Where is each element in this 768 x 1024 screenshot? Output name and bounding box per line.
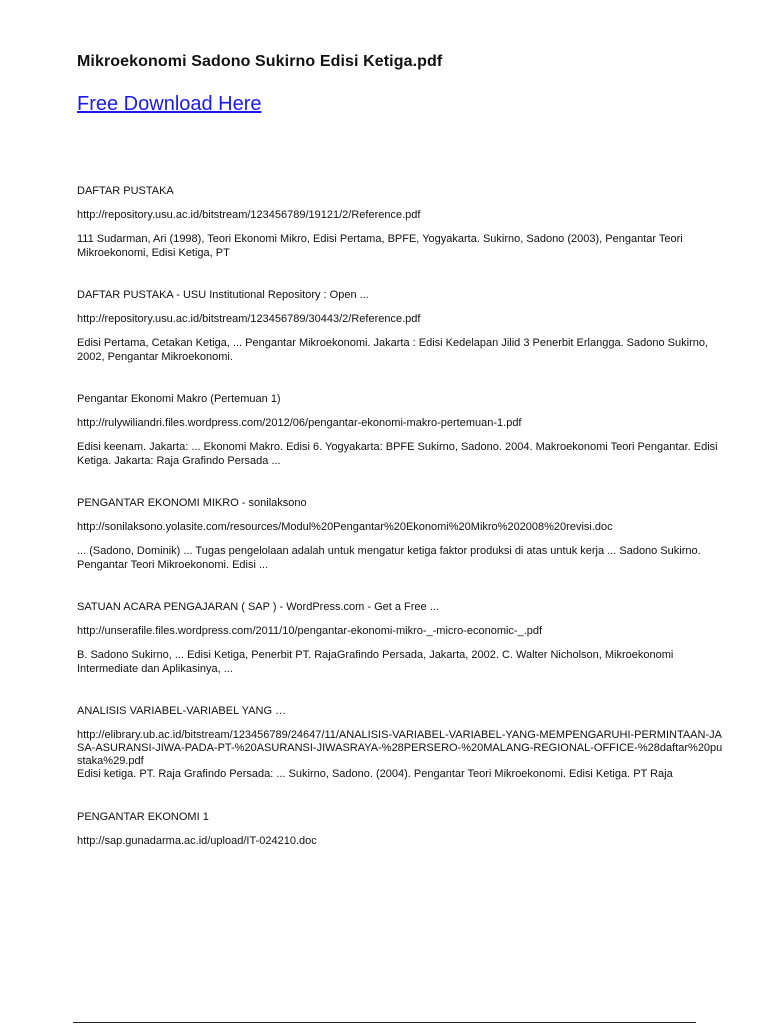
result-title: ANALISIS VARIABEL-VARIABEL YANG …	[77, 705, 287, 717]
result-snippet: Edisi ketiga. PT. Raja Grafindo Persada: ... Sukirno, Sadono. (2004). Pengantar Teori Mikroekonomi. Edisi Ketiga. PT Raja	[77, 768, 673, 780]
result-url: http://unserafile.files.wordpress.com/2011/10/pengantar-ekonomi-mikro-_-micro-economic-_.pdf	[77, 625, 543, 637]
footer-divider	[73, 1022, 696, 1023]
document-page	[77, 52, 727, 876]
result-url: http://elibrary.ub.ac.id/bitstream/123456789/24647/11/ANALISIS-VARIABEL-VARIABEL-YANG-MEMPENGARUHI-PERMINTAAN-JASA-ASURANSI-JIWA-PADA-PT-%20ASURANSI-JIWASRAYA-%28PERSERO-%20MALANG-REGIONAL-OFFICE-%28daftar%20pustaka%29.pdf	[77, 729, 723, 767]
result-title: PENGANTAR EKONOMI MIKRO - sonilaksono	[77, 497, 307, 509]
list-item	[77, 600, 727, 676]
result-snippet: Edisi keenam. Jakarta: ... Ekonomi Makro. Edisi 6. Yogyakarta: BPFE Sukirno, Sadono. 2004. Makroekonomi Teori Pengantar. Edisi Ketiga. Jakarta: Raja Grafindo Persada ...	[77, 441, 718, 467]
result-url: http://sonilaksono.yolasite.com/resources/Modul%20Pengantar%20Ekonomi%20Mikro%202008%20revisi.doc	[77, 521, 613, 533]
result-title: DAFTAR PUSTAKA - USU Institutional Repository : Open ...	[77, 289, 369, 301]
list-item	[77, 704, 727, 782]
result-url: http://rulywiliandri.files.wordpress.com/2012/06/pengantar-ekonomi-makro-pertemuan-1.pdf	[77, 417, 522, 429]
result-url: http://sap.gunadarma.ac.id/upload/IT-024210.doc	[77, 834, 317, 847]
document-title: Mikroekonomi Sadono Sukirno Edisi Ketiga.pdf	[77, 53, 443, 70]
result-title: SATUAN ACARA PENGAJARAN ( SAP ) - WordPress.com - Get a Free ...	[77, 601, 439, 613]
result-title: PENGANTAR EKONOMI 1	[77, 810, 209, 823]
list-item	[77, 810, 727, 848]
list-item	[77, 392, 727, 468]
result-snippet: B. Sadono Sukirno, ... Edisi Ketiga, Penerbit PT. RajaGrafindo Persada, Jakarta, 2002. C. Walter Nicholson, Mikroekonomi Intermediate dan Aplikasinya, ...	[77, 649, 674, 675]
results-list	[77, 184, 727, 848]
result-snippet: 111 Sudarman, Ari (1998), Teori Ekonomi Mikro, Edisi Pertama, BPFE, Yogyakarta. Sukirno, Sadono (2003), Pengantar Teori Mikroekonomi, Edisi Ketiga, PT	[77, 233, 683, 259]
result-url: http://repository.usu.ac.id/bitstream/123456789/30443/2/Reference.pdf	[77, 313, 421, 325]
result-snippet: Edisi Pertama, Cetakan Ketiga, ... Pengantar Mikroekonomi. Jakarta : Edisi Kedelapan Jilid 3 Penerbit Erlangga. Sadono Sukirno, 2002, Pengantar Mikroekonomi.	[77, 337, 709, 363]
list-item	[77, 184, 727, 260]
result-title: Pengantar Ekonomi Makro (Pertemuan 1)	[77, 393, 281, 405]
list-item	[77, 288, 727, 364]
free-download-link[interactable]: Free Download Here	[77, 93, 262, 115]
list-item	[77, 496, 727, 572]
result-title: DAFTAR PUSTAKA	[77, 185, 174, 197]
result-snippet: ... (Sadono, Dominik) ... Tugas pengelolaan adalah untuk mengatur ketiga faktor produksi di atas untuk kerja ... Sadono Sukirno. Pengantar Teori Mikroekonomi. Edisi ...	[77, 545, 701, 571]
result-url: http://repository.usu.ac.id/bitstream/123456789/19121/2/Reference.pdf	[77, 209, 421, 221]
